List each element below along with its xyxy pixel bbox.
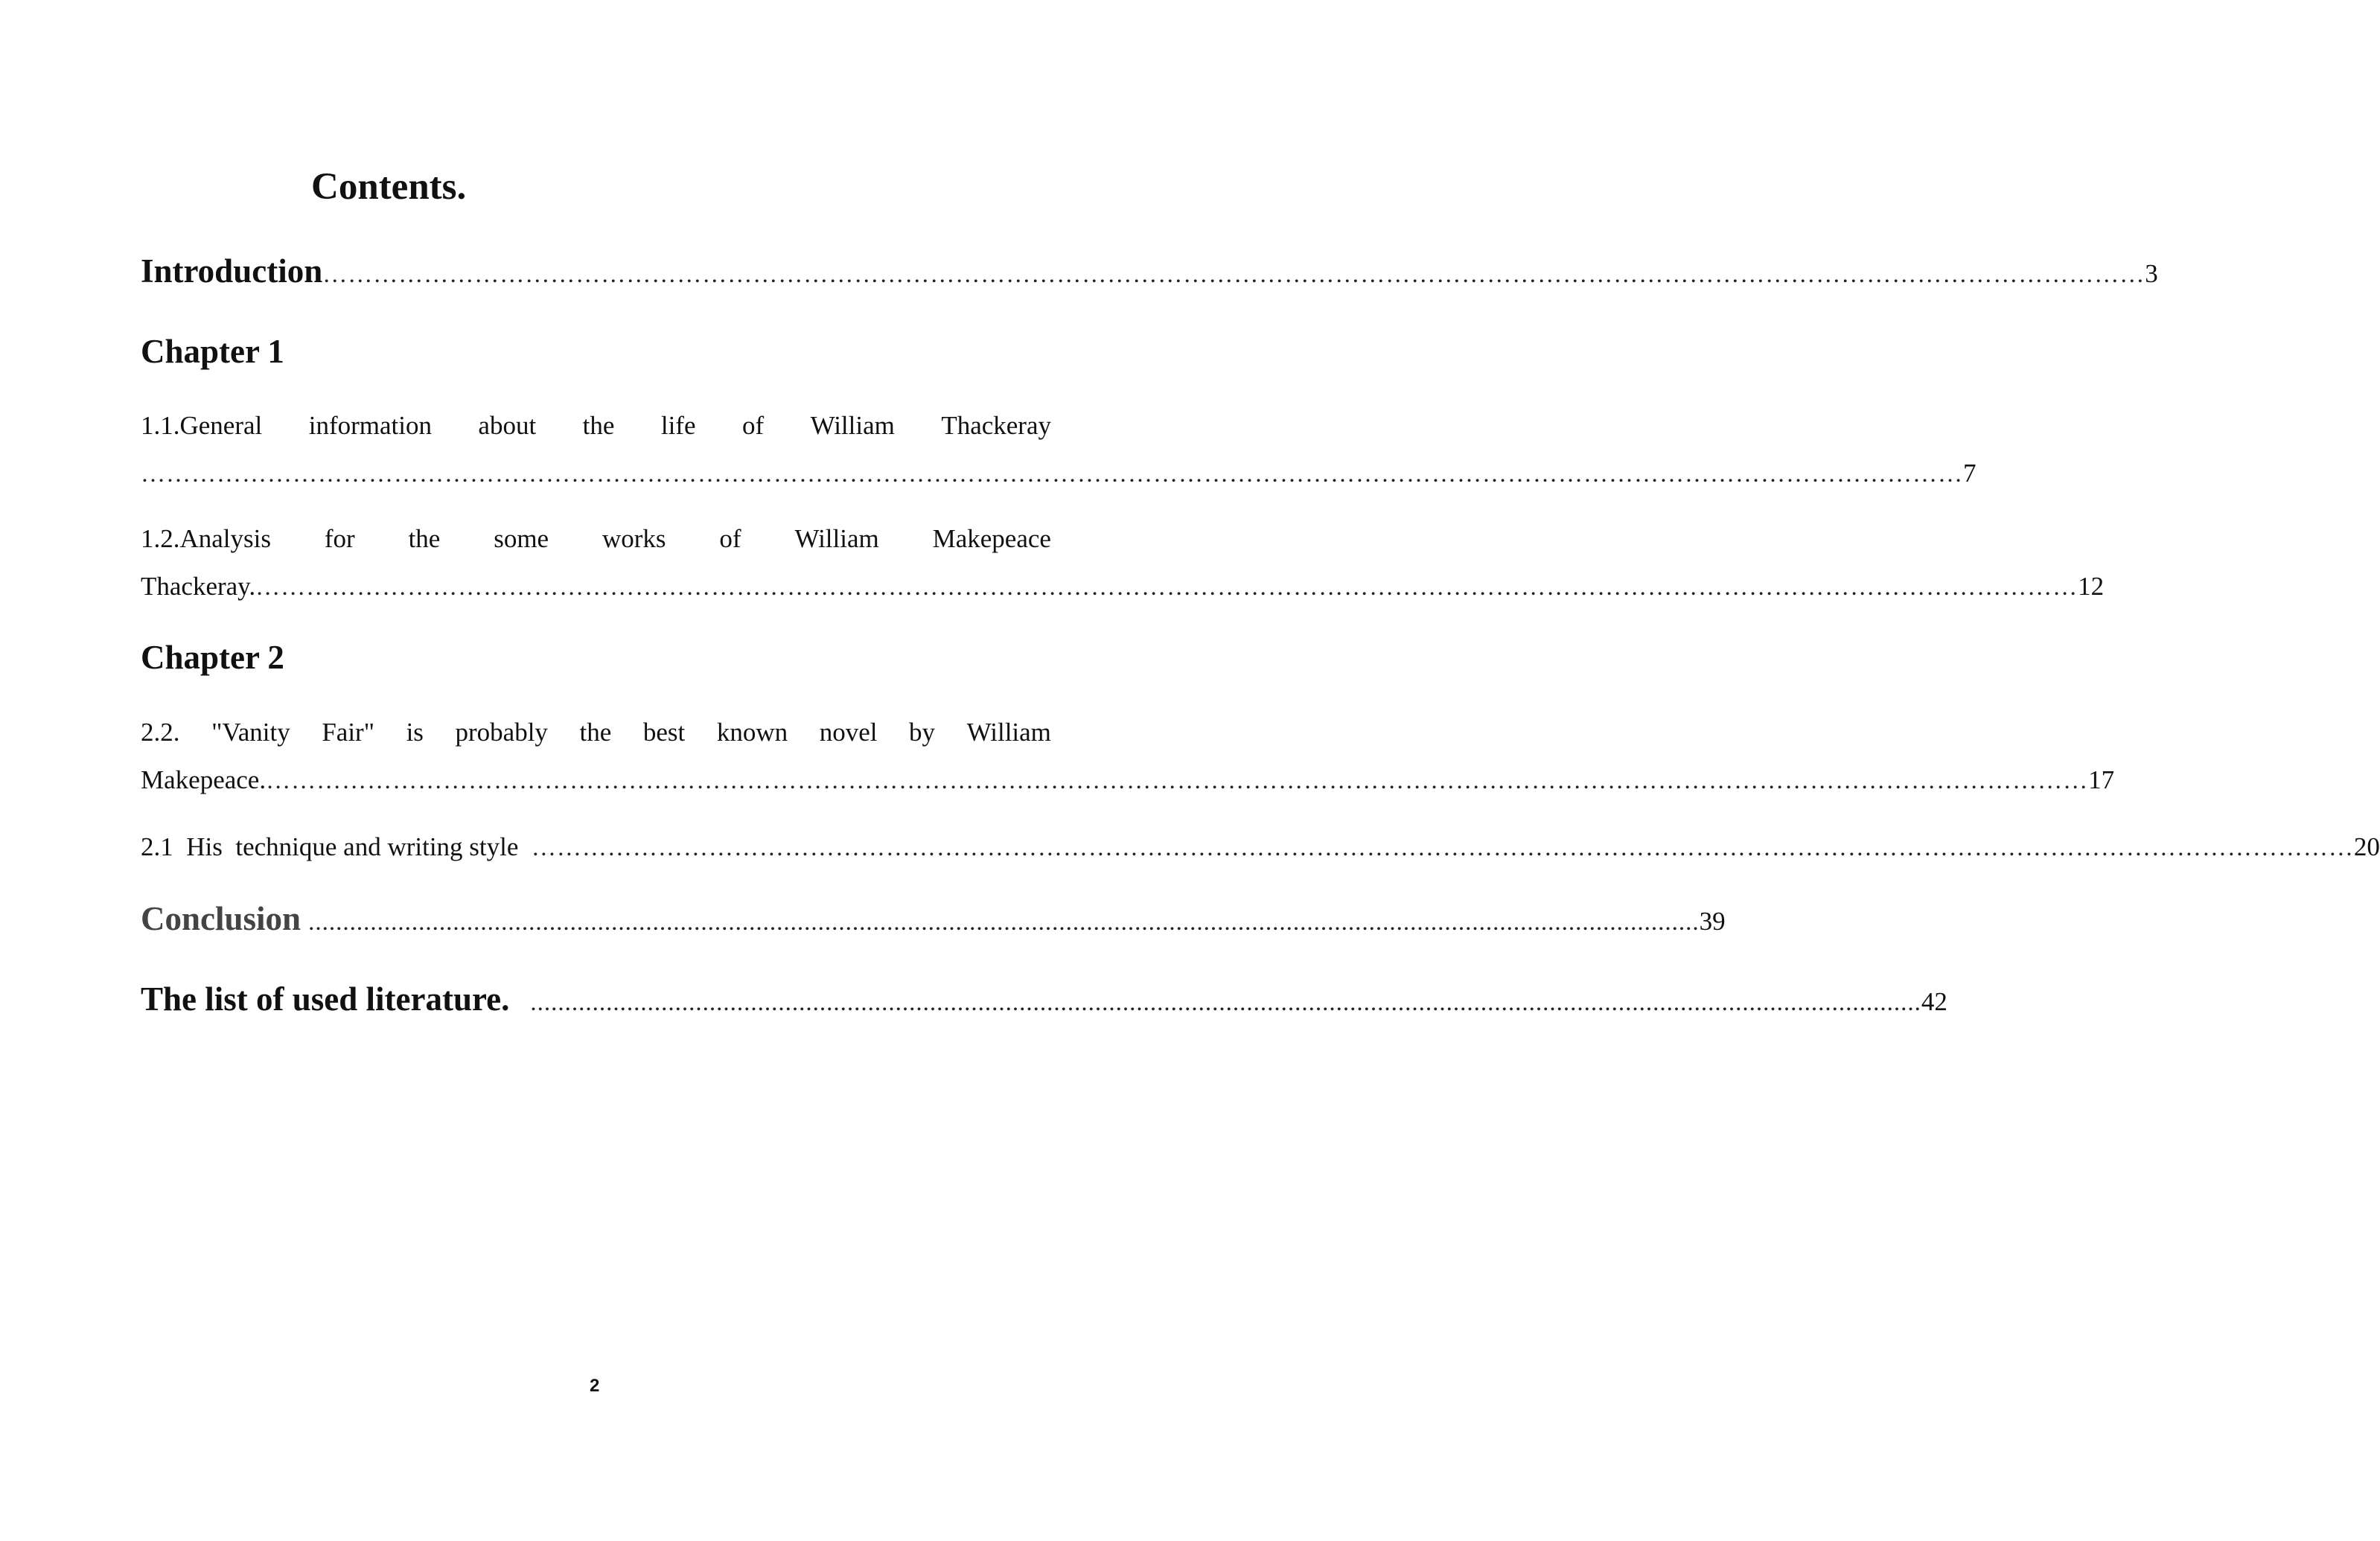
chapter-2-heading: Chapter 2 <box>141 639 284 676</box>
toc-word: "Vanity <box>211 718 290 747</box>
toc-word: of <box>741 411 765 440</box>
toc-entry-introduction <box>141 252 2158 290</box>
toc-page-literature: 42 <box>1921 987 1947 1016</box>
toc-word: Makepeace <box>932 524 1051 553</box>
toc-leader: ……………………………………………………………………………………………………………………………………………………………………………………………… <box>322 261 2145 288</box>
toc-word: Fair" <box>322 718 374 747</box>
toc-label-conclusion: Conclusion <box>141 900 302 937</box>
toc-leader: ……………………………………………………………………………………………………………………………………………………………………………………………… <box>531 835 2354 861</box>
toc-word: works <box>602 524 666 553</box>
toc-page-2-1: 20 <box>2353 832 2380 861</box>
toc-entry-1-2-line1 <box>141 524 1051 554</box>
toc-label-2-1: 2.1 His technique and writing style <box>141 832 532 861</box>
toc-entry-1-2-line2 <box>141 572 2105 602</box>
toc-word: 1.2.Analysis <box>141 524 271 553</box>
toc-word: some <box>494 524 549 553</box>
toc-word: is <box>406 718 424 747</box>
page-number: 2 <box>590 1376 600 1396</box>
toc-word: about <box>478 411 537 440</box>
toc-leader: ……………………………………………………………………………………………………………………………………………………………………………………………… <box>141 461 1963 488</box>
toc-entry-1-1-line2 <box>141 459 1977 488</box>
toc-entry-2-1 <box>141 832 2380 862</box>
toc-leader: .......................................................................................................................................................................................................... <box>530 989 1921 1016</box>
toc-word: of <box>719 524 741 553</box>
toc-entry-1-1-line1 <box>141 411 1051 441</box>
toc-leader: ……………………………………………………………………………………………………………………………………………………………………………………………… <box>266 768 2089 794</box>
toc-leader: ……………………………………………………………………………………………………………………………………………………………………………………………… <box>255 574 2078 601</box>
toc-word: 2.2. <box>141 718 180 747</box>
toc-leader: .......................................................................................................................................................................................................... <box>308 909 1700 936</box>
page-title: Contents. <box>311 166 467 208</box>
toc-word: William <box>810 411 895 440</box>
toc-word: William <box>794 524 879 553</box>
toc-word: 1.1.General <box>141 411 263 440</box>
toc-word: best <box>642 718 686 747</box>
toc-word: William <box>966 718 1051 747</box>
toc-word: life <box>660 411 696 440</box>
toc-word: information <box>308 411 432 440</box>
toc-entry-2-2-line1 <box>141 718 1051 747</box>
toc-word: the <box>579 718 612 747</box>
toc-word: probably <box>455 718 548 747</box>
toc-label-literature: The list of used literature. <box>141 980 510 1018</box>
toc-page-conclusion: 39 <box>1699 907 1726 936</box>
toc-word: Thackeray <box>941 411 1051 440</box>
toc-word: the <box>582 411 615 440</box>
toc-entry-conclusion <box>141 899 1726 938</box>
toc-label-1-2-cont: Thackeray. <box>141 572 256 601</box>
toc-entry-2-2-line2 <box>141 765 2115 795</box>
toc-page-1-1: 7 <box>1963 459 1977 488</box>
toc-entry-literature <box>141 980 1947 1018</box>
toc-word: the <box>408 524 441 553</box>
toc-word: novel <box>819 718 878 747</box>
toc-word: known <box>716 718 788 747</box>
toc-word: by <box>909 718 936 747</box>
toc-word: for <box>324 524 355 553</box>
toc-page-2-2: 17 <box>2088 765 2115 794</box>
chapter-1-heading: Chapter 1 <box>141 333 284 370</box>
toc-page-introduction: 3 <box>2145 259 2158 288</box>
toc-page-1-2: 12 <box>2078 572 2105 601</box>
toc-label-introduction: Introduction <box>141 252 323 290</box>
toc-label-2-2-cont: Makepeace. <box>141 765 267 794</box>
